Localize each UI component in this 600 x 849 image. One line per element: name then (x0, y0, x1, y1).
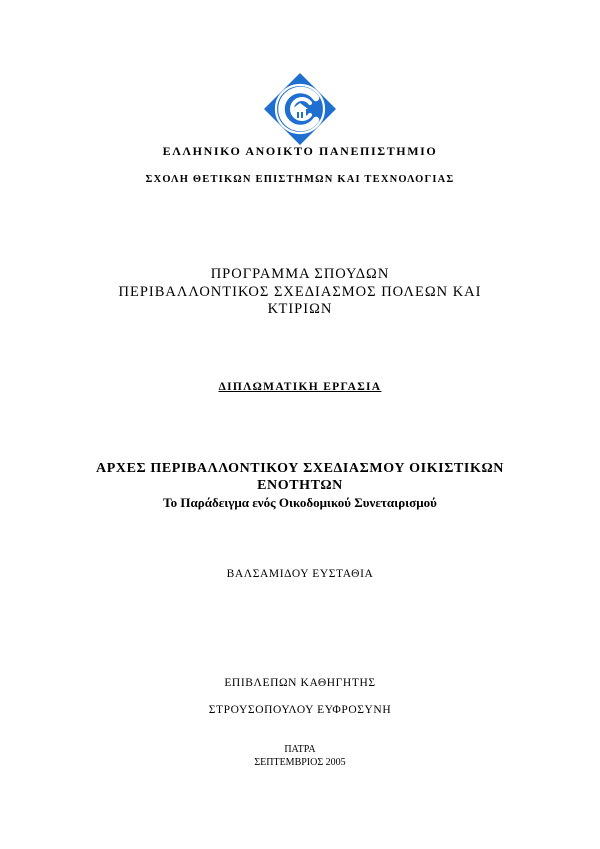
author-name: ΒΑΛΣΑΜΙΔΟΥ ΕΥΣΤΑΘΙΑ (226, 568, 374, 580)
supervisor-name: ΣΤΡΟΥΣΟΠΟΥΛΟΥ ΕΥΦΡΟΣΥΝΗ (208, 704, 392, 716)
thesis-title-line-1: ΑΡΧΕΣ ΠΕΡΙΒΑΛΛΟΝΤΙΚΟΥ ΣΧΕΔΙΑΣΜΟΥ ΟΙΚΙΣΤΙΚΩΝ (96, 461, 504, 476)
thesis-title-line-2: ΕΝΟΤΗΤΩΝ (257, 478, 343, 493)
university-emblem-icon (263, 72, 337, 146)
thesis-subtitle: Το Παράδειγμα ενός Οικοδομικού Συνεταιρισμού (163, 495, 437, 510)
program-title-line-1: ΠΡΟΓΡΑΜΜΑ ΣΠΟΥΔΩΝ (210, 266, 390, 282)
supervisor-label: ΕΠΙΒΛΕΠΩΝ ΚΑΘΗΓΗΤΗΣ (224, 677, 376, 689)
date: ΣΕΠΤΕΜΒΡΙΟΣ 2005 (254, 757, 346, 768)
program-title-line-3: ΚΤΙΡΙΩΝ (267, 301, 333, 317)
program-title-line-2: ΠΕΡΙΒΑΛΛΟΝΤΙΚΟΣ ΣΧΕΔΙΑΣΜΟΣ ΠΟΛΕΩΝ ΚΑΙ (118, 284, 482, 300)
document-type: ΔΙΠΛΩΜΑΤΙΚΗ ΕΡΓΑΣΙΑ (218, 381, 382, 393)
city: ΠΑΤΡΑ (284, 744, 316, 755)
school-name: ΣΧΟΛΗ ΘΕΤΙΚΩΝ ΕΠΙΣΤΗΜΩΝ ΚΑΙ ΤΕΧΝΟΛΟΓΙΑΣ (145, 174, 455, 185)
university-name: ΕΛΛΗΝΙΚΟ ΑΝΟΙΚΤΟ ΠΑΝΕΠΙΣΤΗΜΙΟ (162, 144, 438, 158)
